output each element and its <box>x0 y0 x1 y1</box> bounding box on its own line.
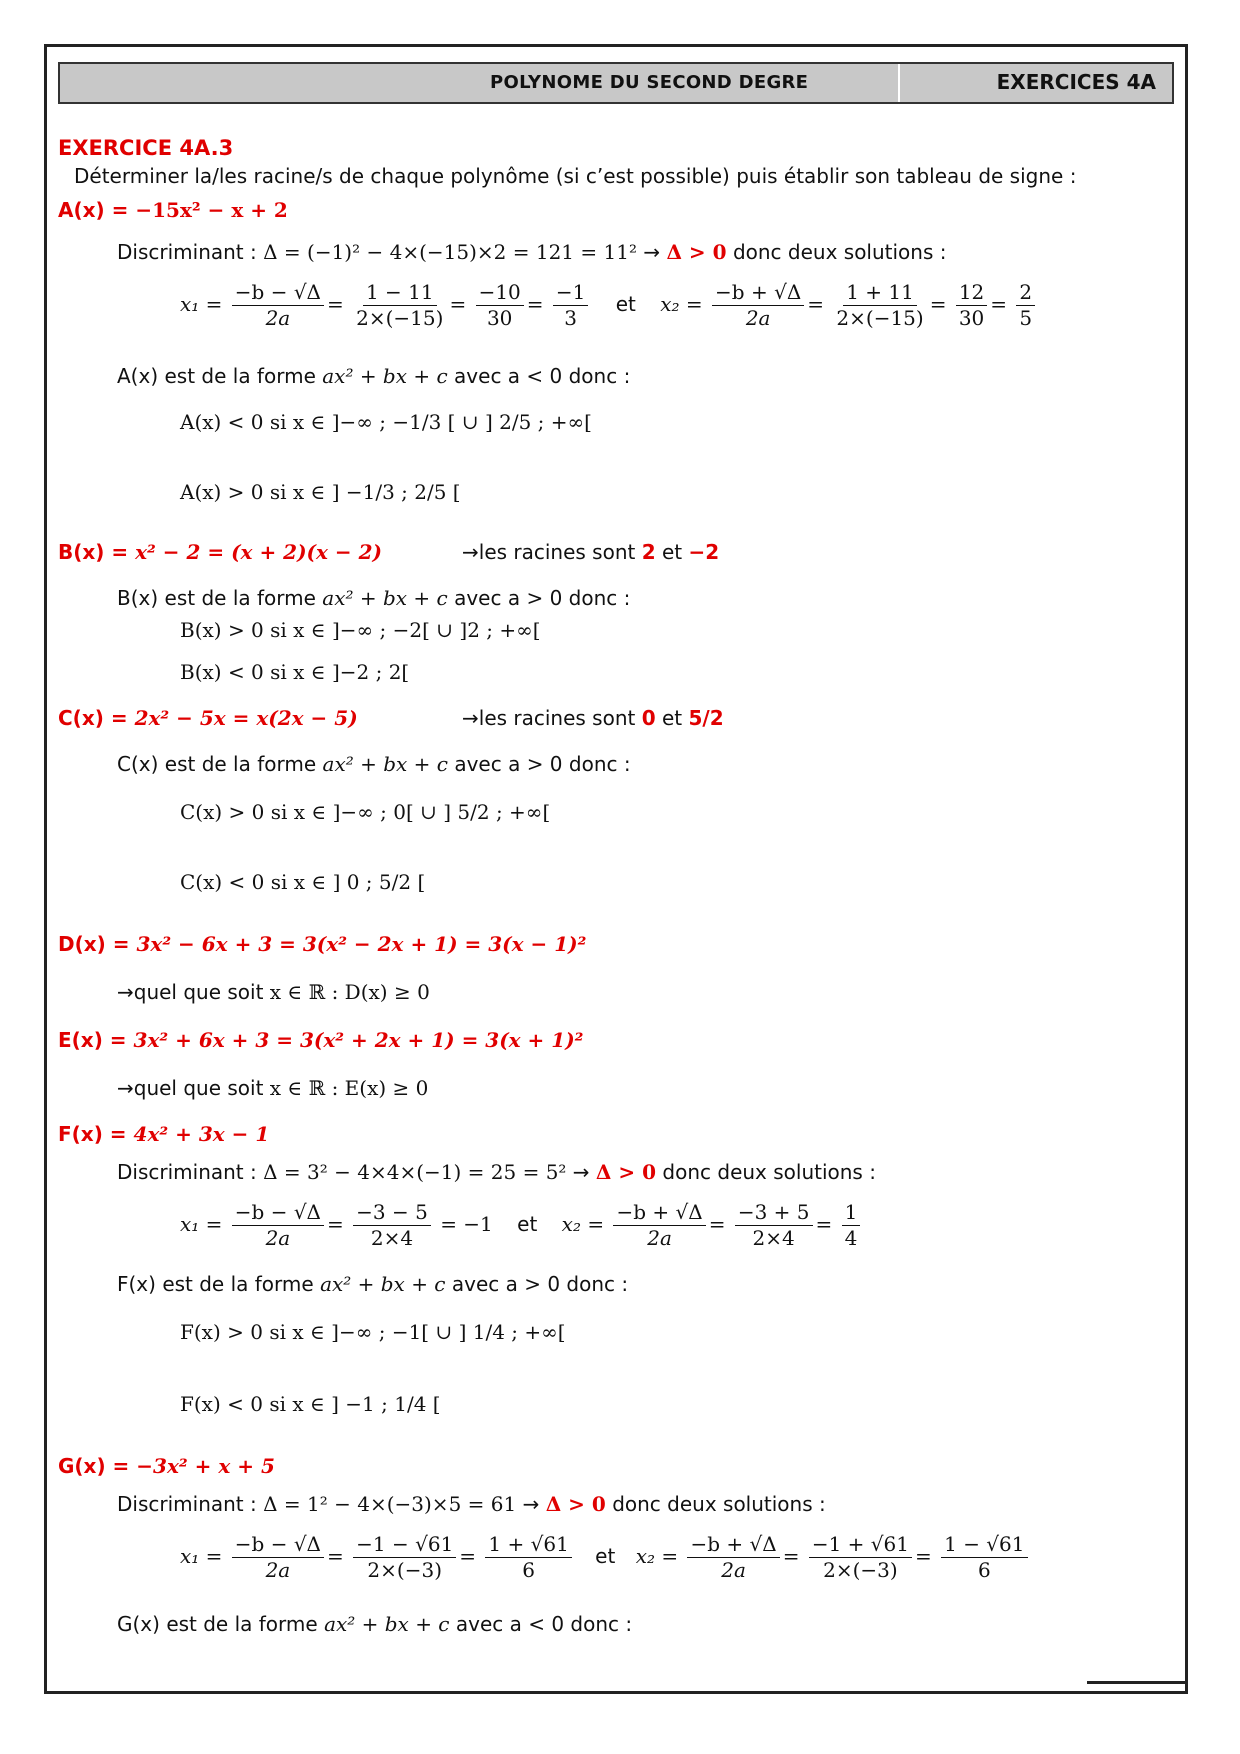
discriminant-label: Discriminant : <box>117 1492 257 1516</box>
poly-c-heading <box>58 706 358 730</box>
poly-b-form <box>117 586 630 610</box>
poly-a-label: A(x) = <box>58 198 129 222</box>
poly-g-heading <box>58 1454 275 1478</box>
poly-f-label: F(x) = <box>58 1122 127 1146</box>
poly-b-label: B(x) = <box>58 540 129 564</box>
x1-value: = −1 <box>440 1212 493 1236</box>
poly-a-disc-expr: Δ = (−1)² − 4×(−15)×2 = 121 = 11² <box>263 240 637 264</box>
frac-den: 2×(−15) <box>836 306 924 330</box>
frac-num: 1 − 11 <box>363 280 437 306</box>
form-suffix: avec a < 0 donc : <box>455 1612 633 1636</box>
form-suffix: avec a < 0 donc : <box>454 364 631 388</box>
discriminant-label: Discriminant : <box>117 240 257 264</box>
formula-den: 2a <box>721 1558 746 1582</box>
form-expr: ax² + bx + c <box>320 1272 446 1296</box>
poly-a-roots: x₁ = $\frac{-b - √\Delta}{2a}$ = $\frac{1 - 11}{2\times(-15)}$ = $\frac{-10}{30}$ = $\frac{-1}{3}$ et x₂ = $\frac{-b + √\Delta}{2a}$ = $\frac{1 + 11}{2\times(-15)}$ = $\frac{12}{30}$ = $\frac{2}{5}$ <box>180 280 1038 331</box>
poly-a-heading <box>58 198 288 222</box>
sign-lhs: F(x) > 0 si x ∈ <box>180 1320 325 1344</box>
frac-den: 3 <box>564 306 578 330</box>
frac-num: −1 <box>553 280 588 306</box>
poly-b-heading <box>58 540 382 564</box>
two-solutions-text: donc deux solutions : <box>732 240 947 264</box>
poly-d-condition <box>117 980 430 1004</box>
form-expr: ax² + bx + c <box>322 364 448 388</box>
poly-a-expr: −15x² − x + 2 <box>135 198 288 222</box>
frac-num: 12 <box>956 280 987 306</box>
formula-num: −b + √Δ <box>712 280 804 306</box>
arrow-icon: → <box>522 1492 540 1516</box>
exercise-instruction: Déterminer la/les racine/s de chaque polynôme (si c’est possible) puis établir son tableau de signe : <box>74 164 1077 188</box>
formula-num: −b + √Δ <box>687 1532 779 1558</box>
corner-line <box>1087 1681 1187 1684</box>
two-solutions-text: donc deux solutions : <box>662 1160 876 1184</box>
sign-set: ] −1 ; 1/4 [ <box>331 1392 441 1416</box>
formula-den: 2a <box>745 306 771 330</box>
frac-num: 1 <box>842 1200 861 1226</box>
roots-text: →les racines sont <box>462 540 636 564</box>
poly-c-neg-sign <box>180 870 425 894</box>
frac-num: 1 + √61 <box>485 1532 571 1558</box>
poly-f-roots: x₁ = $\frac{-b - √\Delta}{2a}$ = $\frac{-3 - 5}{2\times 4}$ = −1 et x₂ = $\frac{-b + √\Delta}{2a}$ = $\frac{-3 + 5}{2\times 4}$ = $\frac{1}{4}$ <box>180 1200 863 1251</box>
x1-label: x₁ = <box>180 1544 223 1568</box>
sign-lhs: C(x) < 0 si x ∈ <box>180 870 327 894</box>
frac-den: 30 <box>958 306 985 330</box>
sign-lhs: A(x) < 0 si x ∈ <box>180 410 326 434</box>
delta-positive: Δ > 0 <box>595 1160 657 1184</box>
et-text: et <box>595 1544 616 1568</box>
sign-lhs: F(x) < 0 si x ∈ <box>180 1392 325 1416</box>
form-text: est de la forme <box>166 1612 318 1636</box>
arrow-icon: → <box>572 1160 590 1184</box>
root-2: 5/2 <box>688 706 724 730</box>
poly-f-discriminant <box>117 1160 876 1184</box>
form-expr: ax² + bx + c <box>322 586 448 610</box>
frac-den: 2×(−3) <box>823 1558 898 1582</box>
poly-a-form <box>117 364 630 388</box>
et-text: et <box>662 706 683 730</box>
poly-d-cond: x ∈ ℝ : D(x) ≥ 0 <box>269 980 430 1004</box>
x2-label: x₂ = <box>561 1212 605 1236</box>
poly-e-expr: 3x² + 6x + 3 = 3(x² + 2x + 1) = 3(x + 1)² <box>133 1028 584 1052</box>
header-divider <box>898 64 900 102</box>
sign-lhs: C(x) > 0 si x ∈ <box>180 800 327 824</box>
poly-c-pos-sign <box>180 800 550 824</box>
x1-label: x₁ = <box>180 1212 223 1236</box>
exercise-title: EXERCICE 4A.3 <box>58 136 234 160</box>
root-1: 2 <box>641 540 656 564</box>
form-prefix: A(x) <box>117 364 159 388</box>
form-suffix: avec a > 0 donc : <box>451 1272 629 1296</box>
et-text: et <box>517 1212 538 1236</box>
poly-f-pos-sign <box>180 1320 566 1344</box>
quel-text: →quel que soit <box>117 980 264 1004</box>
poly-g-label: G(x) = <box>58 1454 130 1478</box>
arrow-icon: → <box>643 240 661 264</box>
frac-den: 2×(−3) <box>367 1558 442 1582</box>
et-text: et <box>615 292 636 316</box>
frac-den: 5 <box>1019 306 1033 330</box>
formula-num: −b − √Δ <box>232 280 324 306</box>
quel-text: →quel que soit <box>117 1076 264 1100</box>
frac-num: 2 <box>1016 280 1035 306</box>
x1-label: x₁ = <box>180 292 223 316</box>
x2-label: x₂ = <box>660 292 703 316</box>
page-header <box>58 62 1174 104</box>
frac-num: −1 + √61 <box>809 1532 912 1558</box>
poly-a-neg-sign <box>180 410 592 434</box>
form-text: est de la forme <box>164 752 317 776</box>
poly-b-neg-sign: B(x) < 0 si x ∈ ]−2 ; 2[ <box>180 660 410 684</box>
poly-g-disc-expr: Δ = 1² − 4×(−3)×5 = 61 <box>263 1492 517 1516</box>
roots-text: →les racines sont <box>462 706 636 730</box>
frac-num: −3 + 5 <box>735 1200 813 1226</box>
header-title: POLYNOME DU SECOND DEGRE <box>490 72 809 93</box>
page-corner-mark <box>1075 1681 1188 1701</box>
frac-num: 1 − √61 <box>941 1532 1027 1558</box>
delta-positive: Δ > 0 <box>666 240 727 264</box>
frac-den: 2×4 <box>752 1226 795 1250</box>
poly-g-expr: −3x² + x + 5 <box>136 1454 275 1478</box>
frac-num: −10 <box>476 280 524 306</box>
formula-num: −b − √Δ <box>232 1532 324 1558</box>
poly-d-expr: 3x² − 6x + 3 = 3(x² − 2x + 1) = 3(x − 1)² <box>136 932 587 956</box>
sign-set: ]−∞ ; −1[ ∪ ] 1/4 ; +∞[ <box>331 1320 566 1344</box>
form-prefix: F(x) <box>117 1272 156 1296</box>
poly-g-roots: x₁ = $\frac{-b - √\Delta}{2a}$ = $\frac{-1 - √61}{2\times(-3)}$ = $\frac{1 + √61}{6}$ et x₂ = $\frac{-b + √\Delta}{2a}$ = $\frac{-1 + √61}{2\times(-3)}$ = $\frac{1 - √61}{6}$ <box>180 1532 1031 1583</box>
poly-c-expr: 2x² − 5x = x(2x − 5) <box>134 706 358 730</box>
frac-num: 1 + 11 <box>843 280 917 306</box>
frac-den: 4 <box>844 1226 858 1250</box>
poly-a-discriminant <box>117 240 946 264</box>
poly-f-disc-expr: Δ = 3² − 4×4×(−1) = 25 = 5² <box>263 1160 567 1184</box>
poly-b-roots <box>462 540 719 564</box>
poly-b-pos-sign: B(x) > 0 si x ∈ ]−∞ ; −2[ ∪ ]2 ; +∞[ <box>180 618 541 642</box>
sign-set: ] −1/3 ; 2/5 [ <box>331 480 461 504</box>
poly-g-discriminant <box>117 1492 826 1516</box>
form-prefix: B(x) <box>117 586 159 610</box>
frac-den: 2×4 <box>370 1226 414 1250</box>
et-text: et <box>662 540 683 564</box>
x2-label: x₂ = <box>635 1544 679 1568</box>
frac-den: 2×(−15) <box>356 306 444 330</box>
formula-num: −b − √Δ <box>232 1200 324 1226</box>
form-text: est de la forme <box>162 1272 314 1296</box>
poly-c-label: C(x) = <box>58 706 128 730</box>
form-expr: ax² + bx + c <box>322 752 448 776</box>
formula-den: 2a <box>265 1226 291 1250</box>
form-suffix: avec a > 0 donc : <box>454 586 631 610</box>
poly-b-expr: x² − 2 = (x + 2)(x − 2) <box>135 540 382 564</box>
formula-den: 2a <box>265 1558 291 1582</box>
poly-f-heading <box>58 1122 269 1146</box>
form-text: est de la forme <box>164 364 316 388</box>
poly-d-label: D(x) = <box>58 932 130 956</box>
form-prefix: C(x) <box>117 752 159 776</box>
frac-den: 6 <box>977 1558 991 1582</box>
frac-den: 30 <box>486 306 513 330</box>
poly-e-heading <box>58 1028 583 1052</box>
poly-e-cond: x ∈ ℝ : E(x) ≥ 0 <box>269 1076 429 1100</box>
poly-c-form <box>117 752 631 776</box>
form-prefix: G(x) <box>117 1612 160 1636</box>
sign-set: ]−∞ ; 0[ ∪ ] 5/2 ; +∞[ <box>332 800 551 824</box>
poly-f-expr: 4x² + 3x − 1 <box>133 1122 270 1146</box>
formula-den: 2a <box>265 306 291 330</box>
poly-g-form <box>117 1612 632 1636</box>
poly-c-roots <box>462 706 724 730</box>
discriminant-label: Discriminant : <box>117 1160 257 1184</box>
delta-positive: Δ > 0 <box>545 1492 606 1516</box>
poly-f-form <box>117 1272 628 1296</box>
formula-num: −b + √Δ <box>613 1200 705 1226</box>
poly-a-pos-sign <box>180 480 461 504</box>
root-2: −2 <box>688 540 720 564</box>
formula-den: 2a <box>647 1226 672 1250</box>
root-1: 0 <box>641 706 656 730</box>
sign-set: ] 0 ; 5/2 [ <box>332 870 426 894</box>
poly-e-label: E(x) = <box>58 1028 127 1052</box>
frac-den: 6 <box>522 1558 535 1582</box>
frac-num: −3 − 5 <box>353 1200 431 1226</box>
sign-lhs: A(x) > 0 si x ∈ <box>180 480 326 504</box>
two-solutions-text: donc deux solutions : <box>612 1492 826 1516</box>
sign-set: ]−∞ ; −1/3 [ ∪ ] 2/5 ; +∞[ <box>331 410 592 434</box>
poly-f-neg-sign <box>180 1392 441 1416</box>
header-exercise-set: EXERCICES 4A <box>996 70 1156 94</box>
poly-e-condition <box>117 1076 428 1100</box>
form-suffix: avec a > 0 donc : <box>454 752 631 776</box>
frac-num: −1 − √61 <box>353 1532 456 1558</box>
poly-d-heading <box>58 932 586 956</box>
form-expr: ax² + bx + c <box>324 1612 450 1636</box>
form-text: est de la forme <box>164 586 316 610</box>
